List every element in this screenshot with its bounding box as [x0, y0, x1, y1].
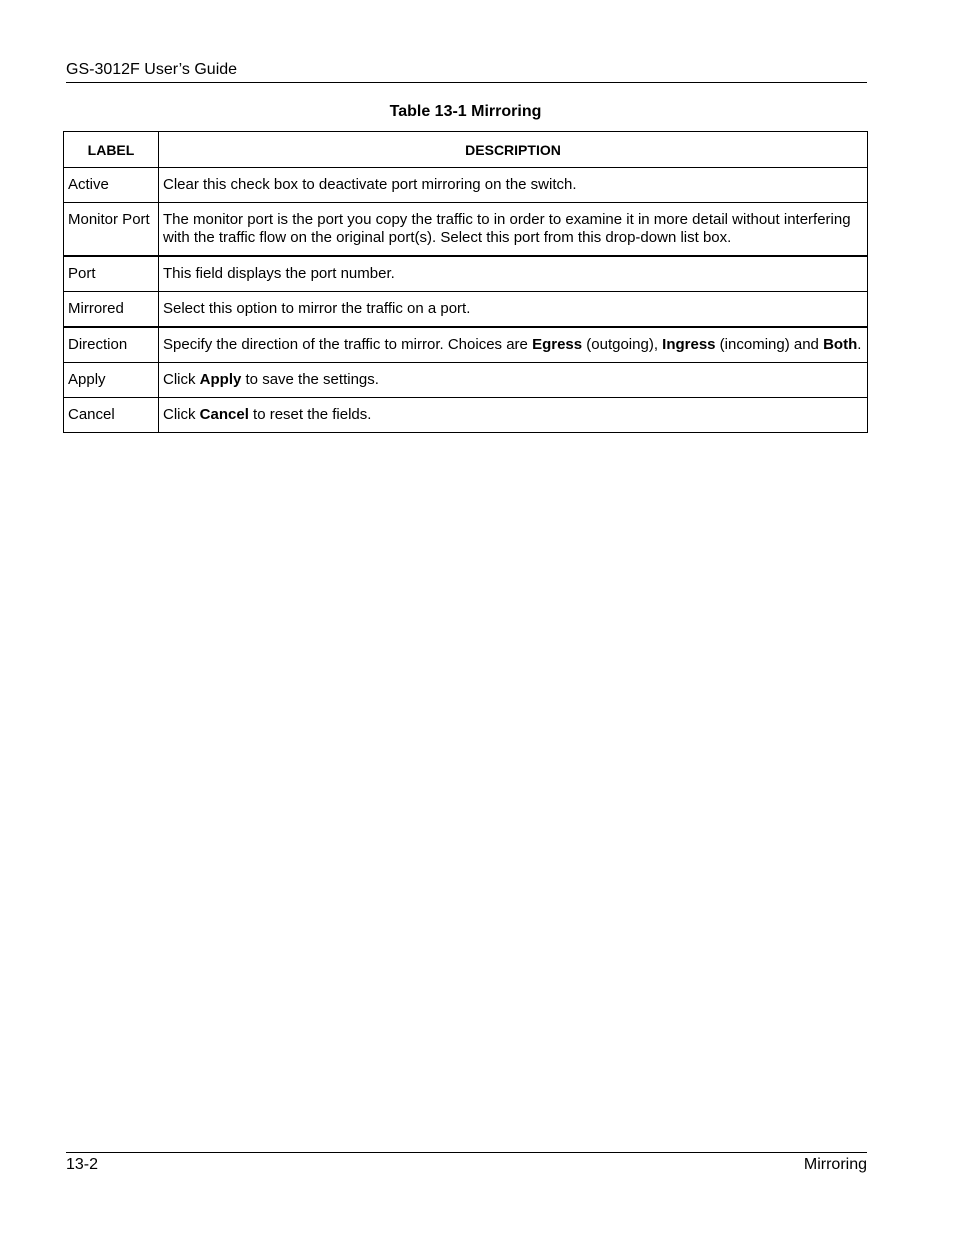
description-text: to reset the fields. [248, 406, 372, 423]
document-title: GS-3012F User’s Guide [66, 61, 238, 78]
table-row [64, 398, 868, 433]
page-header [66, 60, 867, 83]
chapter-name: Mirroring [803, 1156, 867, 1173]
description-text: (incoming) and [715, 336, 824, 353]
description-text: (outgoing), [582, 336, 663, 353]
page-footer [66, 1152, 867, 1175]
row-label: Direction [64, 327, 159, 363]
row-label: Mirrored [64, 292, 159, 328]
description-text: Select this option to mirror the traffic on a port. [163, 300, 471, 317]
table-body [64, 168, 868, 433]
description-bold-term: Both [823, 336, 858, 353]
row-description [159, 363, 868, 398]
row-description [159, 292, 868, 328]
mirroring-table [63, 131, 868, 433]
description-text: This field displays the port number. [163, 265, 395, 282]
table-row [64, 327, 868, 363]
page-number: 13-2 [66, 1156, 99, 1173]
row-description [159, 203, 868, 257]
table-row [64, 256, 868, 292]
description-text: Click [163, 371, 200, 388]
row-label: Cancel [64, 398, 159, 433]
description-text: . [857, 336, 862, 353]
row-label: Monitor Port [64, 203, 159, 257]
description-text: to save the settings. [241, 371, 379, 388]
column-header-description: DESCRIPTION [159, 132, 868, 168]
description-text: Click [163, 406, 200, 423]
description-text: The monitor port is the port you copy the traffic to in order to examine it in more detail without interfering with the traffic flow on the original port(s). Select this port from this drop-down list box. [163, 211, 851, 246]
table-row [64, 168, 868, 203]
row-description [159, 327, 868, 363]
table-row [64, 203, 868, 257]
table-row [64, 363, 868, 398]
table-row [64, 292, 868, 328]
row-description [159, 256, 868, 292]
description-text: Clear this check box to deactivate port mirroring on the switch. [163, 176, 577, 193]
description-bold-term: Cancel [199, 406, 249, 423]
table-header-row [64, 132, 868, 168]
table-caption: Table 13-1 Mirroring [389, 103, 542, 120]
row-description [159, 398, 868, 433]
description-text: Specify the direction of the traffic to mirror. Choices are [163, 336, 533, 353]
row-label: Apply [64, 363, 159, 398]
description-bold-term: Egress [532, 336, 583, 353]
row-label: Active [64, 168, 159, 203]
row-label: Port [64, 256, 159, 292]
description-bold-term: Ingress [662, 336, 716, 353]
description-bold-term: Apply [199, 371, 242, 388]
row-description [159, 168, 868, 203]
column-header-label: LABEL [64, 132, 159, 168]
